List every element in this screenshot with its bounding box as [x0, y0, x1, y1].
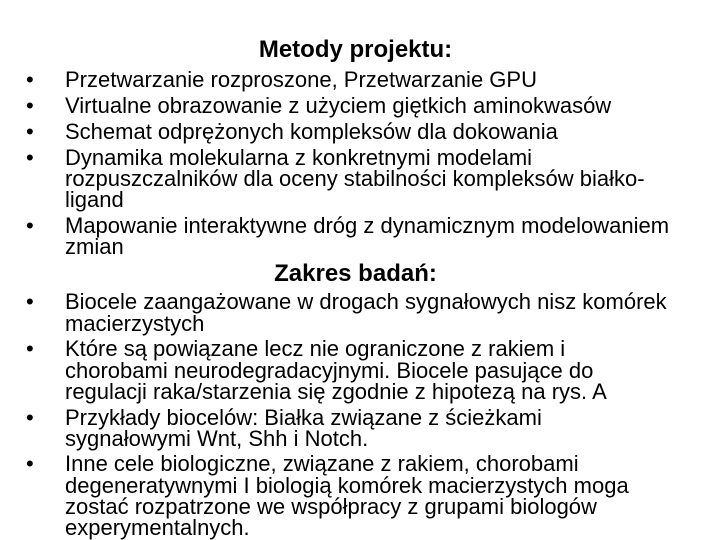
bullet-icon	[26, 95, 34, 116]
list-item-line: regulacji raka/starzenia się zgodnie z hipotezą na rys. A	[65, 378, 607, 404]
bullet-icon	[26, 407, 34, 428]
bullet-icon	[26, 121, 34, 142]
list-item-line: ligand	[65, 187, 124, 213]
bullet-icon	[26, 69, 34, 90]
scope-list	[0, 291, 720, 538]
bullet-icon	[26, 215, 34, 236]
scope-list-item	[0, 289, 720, 336]
bullet-icon	[26, 453, 34, 474]
methods-list-item	[0, 67, 720, 93]
bullet-icon	[26, 147, 34, 168]
bullet-icon	[26, 291, 34, 312]
list-item-line: Przykłady biocelów: Białka związane z ścieżkami	[65, 404, 542, 430]
list-item-line: Które są powiązane lecz nie ograniczone z rakiem i	[65, 336, 566, 362]
methods-list-item	[0, 93, 720, 119]
list-item-line: Virtualne obrazowanie z użyciem giętkich aminokwasów	[65, 93, 612, 119]
list-item-line: Biocele zaangażowane w drogach sygnałowych nisz komórek	[65, 289, 667, 315]
methods-list-item	[0, 212, 720, 260]
methods-list	[0, 67, 720, 260]
slide-title: Metody projektu:	[258, 36, 453, 63]
list-item-line: zostać rozpatrzone we współpracy z grupami biologów	[65, 493, 597, 519]
scope-list-item	[0, 404, 720, 451]
list-item-line: Dynamika molekularna z konkretnymi modelami	[65, 144, 533, 170]
methods-list-item	[0, 118, 720, 144]
methods-list-item	[0, 144, 720, 213]
list-item-line: Przetwarzanie rozproszone, Przetwarzanie GPU	[65, 67, 537, 93]
list-item-line: macierzystych	[65, 310, 205, 336]
list-item-line: degeneratywnymi I biologią komórek macierzystych moga	[65, 472, 629, 498]
list-item-line: zmian	[65, 234, 124, 260]
bullet-icon	[26, 338, 34, 359]
list-item-line: Schemat odprężonych kompleksów dla dokowania	[65, 118, 558, 144]
list-item-line: rozpuszczalników dla oceny stabilności kompleksów białko-	[65, 165, 645, 191]
list-item-line: Inne cele biologiczne, związane z rakiem, chorobami	[65, 451, 579, 477]
list-item-line: Mapowanie interaktywne dróg z dynamicznym modelowaniem	[65, 212, 670, 238]
section-heading: Zakres badań:	[274, 260, 437, 287]
scope-list-item	[0, 453, 720, 538]
scope-list-item	[0, 338, 720, 402]
list-item-line: experymentalnych.	[65, 515, 250, 540]
list-item-line: chorobami neurodegradacyjnymi. Biocele pasujące do	[65, 357, 594, 383]
list-item-line: sygnałowymi Wnt, Shh i Notch.	[65, 425, 369, 451]
